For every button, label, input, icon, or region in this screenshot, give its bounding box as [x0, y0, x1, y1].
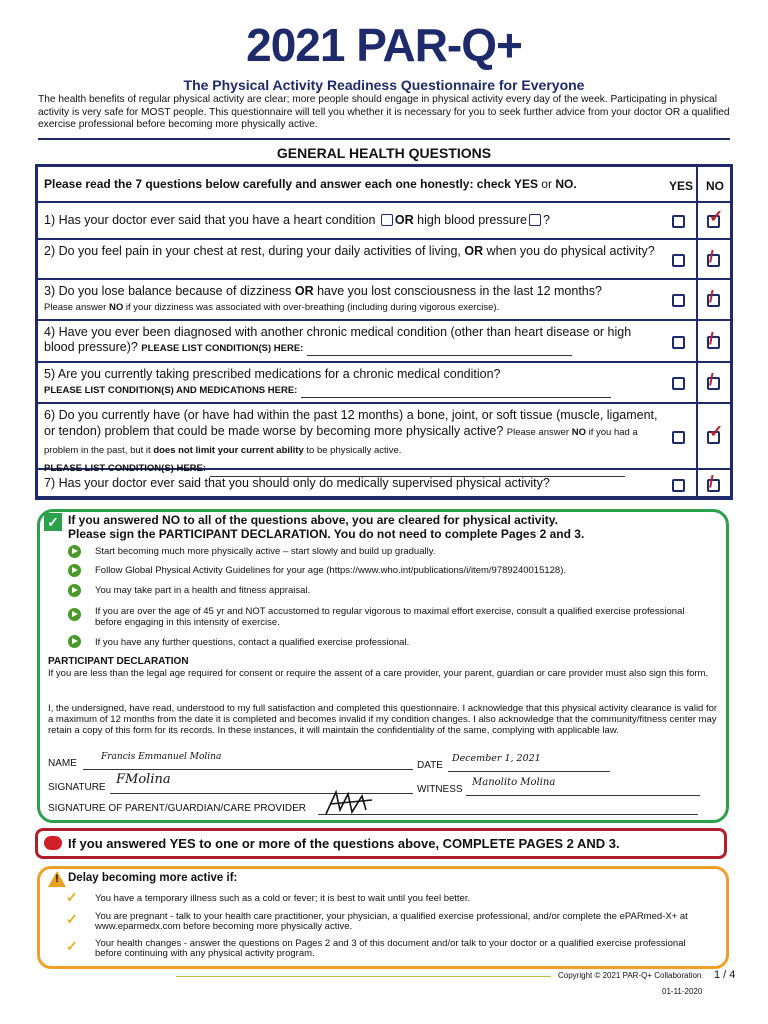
questions-table	[35, 164, 733, 500]
cleared-bullet-5: If you have any further questions, contact a qualified exercise professional.	[95, 637, 410, 648]
declaration-body-text: I, the undersigned, have read, understood to my full satisfaction and completed this questionnaire. I acknowledge that this physical activity clearance is valid for a maximum of 12 months from the date it is completed and becomes invalid if my condition changes. I also acknowledge that the community/fitness center may retain a copy of this form for its records. In these instances, it will maintain the confidentiality of the same, complying with applicable law.	[48, 703, 718, 736]
q2-yes-checkbox[interactable]	[672, 254, 685, 267]
green-check-icon: ✓	[44, 513, 62, 531]
question-5-text: 5) Are you currently taking prescribed medications for a chronic medical condition? PLEASE LIST CONDITION(S) AND MEDICATIONS HERE:	[44, 367, 664, 398]
question-3-text: 3) Do you lose balance because of dizziness OR have you lost consciousness in the last 12 months? Please answer NO if your dizziness was associated with over-breathing (including during vigorous exercise).	[44, 284, 602, 313]
q5-no-checkmark-icon: /	[709, 370, 714, 389]
q3-no-checkmark-icon: /	[709, 287, 714, 306]
q7-yes-checkbox[interactable]	[672, 479, 685, 492]
delay-item-2: You are pregnant - talk to your health care practitioner, your physician, a qualified exercise professional, and/or complete the ePARmed-X+ at www.eparmedx.com before becoming more physically active.	[95, 911, 688, 932]
cleared-bullet-2: Follow Global Physical Activity Guidelines for your age (https://www.who.int/publications/i/item/9789240015128).	[95, 565, 567, 576]
date-label: DATE	[417, 760, 443, 771]
q5-yes-checkbox[interactable]	[672, 377, 685, 390]
witness-value: Manolito Molina	[472, 777, 556, 788]
cleared-bullet-1: Start becoming much more physically active – start slowly and build up gradually.	[95, 546, 436, 557]
checkmark-icon: ✓	[66, 938, 78, 954]
date-value: December 1, 2021	[452, 753, 541, 764]
medications-list-field[interactable]	[301, 388, 611, 398]
play-bullet-icon	[68, 545, 81, 558]
play-bullet-icon	[68, 564, 81, 577]
cleared-bullet-4: If you are over the age of 45 yr and NOT accustomed to regular vigorous to maximal effort exercise, consult a qualified exercise professional before engaging in this intensity of exercise.	[95, 606, 685, 628]
heart-condition-checkbox[interactable]	[381, 214, 393, 226]
delay-heading: Delay becoming more active if:	[68, 872, 238, 884]
cleared-bullet-3: You may take part in a health and fitness appraisal.	[95, 585, 311, 596]
section-title: GENERAL HEALTH QUESTIONS	[276, 145, 492, 161]
footer-divider	[176, 976, 551, 977]
q3-yes-checkbox[interactable]	[672, 294, 685, 307]
checkmark-icon: ✓	[66, 911, 78, 927]
question-row-5	[38, 363, 730, 404]
name-value: Francis Emmanuel Molina	[101, 752, 222, 762]
question-row-1	[38, 203, 730, 240]
question-row-4	[38, 321, 730, 363]
question-6-text: 6) Do you currently have (or have had within the past 12 months) a bone, joint, or soft tissue (muscle, ligament, or tendon) problem that could be made worse by becoming more physically active? Please answer NO if you had a problem in the past, but it does not limit your current ability to be physically active. PLEASE LIST CONDITION(S) HERE:	[44, 407, 664, 477]
divider	[38, 138, 730, 140]
witness-label: WITNESS	[417, 784, 463, 795]
question-row-6	[38, 404, 730, 474]
warning-exclamation-icon: !	[55, 873, 59, 885]
name-label: NAME	[48, 758, 77, 769]
condition-list-field[interactable]	[307, 346, 572, 356]
q6-no-checkmark-icon: ✓	[709, 422, 724, 441]
play-bullet-icon	[68, 635, 81, 648]
q7-no-checkmark-icon: /	[709, 472, 714, 491]
question-row-3	[38, 280, 730, 321]
declaration-consent-text: If you are less than the legal age required for consent or require the assent of a care provider, your parent, guardian or care provider must also sign this form.	[48, 668, 709, 679]
declaration-title: PARTICIPANT DECLARATION	[48, 656, 189, 667]
question-row-2	[38, 240, 730, 280]
question-2-text: 2) Do you feel pain in your chest at rest, during your daily activities of living, OR when you do physical activity?	[44, 244, 655, 258]
q4-yes-checkbox[interactable]	[672, 336, 685, 349]
instruction-text: Please read the 7 questions below carefully and answer each one honestly: check YES or NO.	[44, 177, 577, 191]
question-4-text: 4) Have you ever been diagnosed with another chronic medical condition (other than heart disease or high blood pressure)? PLEASE LIST CONDITION(S) HERE:	[44, 325, 632, 354]
name-field[interactable]	[83, 769, 413, 770]
document-subtitle: The Physical Activity Readiness Questionnaire for Everyone	[183, 77, 585, 93]
question-7-text: 7) Has your doctor ever said that you should only do medically supervised physical activity?	[44, 476, 550, 490]
yes-column-label: YES	[669, 179, 694, 193]
copyright-text: Copyright © 2021 PAR-Q+ Collaboration	[558, 971, 702, 980]
signature-label: SIGNATURE	[48, 782, 106, 793]
parent-signature-label: SIGNATURE OF PARENT/GUARDIAN/CARE PROVIDER	[48, 803, 306, 814]
blood-pressure-checkbox[interactable]	[529, 214, 541, 226]
cleared-heading: If you answered NO to all of the questions above, you are cleared for physical activity. Please sign the PARTICIPANT DECLARATION. You do not need to complete Pages 2 and 3.	[68, 513, 585, 541]
table-header-row	[38, 167, 730, 203]
q1-no-checkmark-icon: ✓	[709, 207, 724, 226]
q1-yes-checkbox[interactable]	[672, 215, 685, 228]
question-1-text: 1) Has your doctor ever said that you have a heart condition OR high blood pressure ?	[44, 213, 550, 227]
checkmark-icon: ✓	[66, 889, 78, 905]
footer-date: 01-11-2020	[662, 987, 703, 996]
date-field[interactable]	[448, 771, 610, 772]
document-title: 2021 PAR-Q+	[246, 19, 522, 71]
page-number: 1 / 4	[714, 969, 736, 981]
delay-item-1: You have a temporary illness such as a cold or fever; it is best to wait until you feel better.	[95, 893, 471, 904]
intro-text: The health benefits of regular physical activity are clear; more people should engage in physical activity every day of the week. Participating in physical activity is very safe for MOST people. This questionnaire will tell you whether it is necessary for you to seek further advice from your doctor OR a qualified exercise professional before becoming more physically active.	[38, 94, 730, 130]
delay-item-3: Your health changes - answer the questions on Pages 2 and 3 of this document and/or talk to your doctor or a qualified exercise professional before continuing with any physical activity program.	[95, 938, 686, 959]
q2-no-checkmark-icon: /	[709, 247, 714, 266]
signature-value: FMolina	[116, 772, 171, 787]
parent-signature-scribble-icon	[322, 788, 382, 818]
yes-banner-text: If you answered YES to one or more of the questions above, COMPLETE PAGES 2 AND 3.	[68, 836, 620, 851]
play-bullet-icon	[68, 608, 81, 621]
no-column-label: NO	[706, 179, 724, 193]
witness-field[interactable]	[466, 795, 700, 796]
play-bullet-icon	[68, 584, 81, 597]
question-row-7	[38, 470, 730, 498]
stop-icon	[44, 836, 62, 850]
q4-no-checkmark-icon: /	[709, 329, 714, 348]
q6-yes-checkbox[interactable]	[672, 431, 685, 444]
